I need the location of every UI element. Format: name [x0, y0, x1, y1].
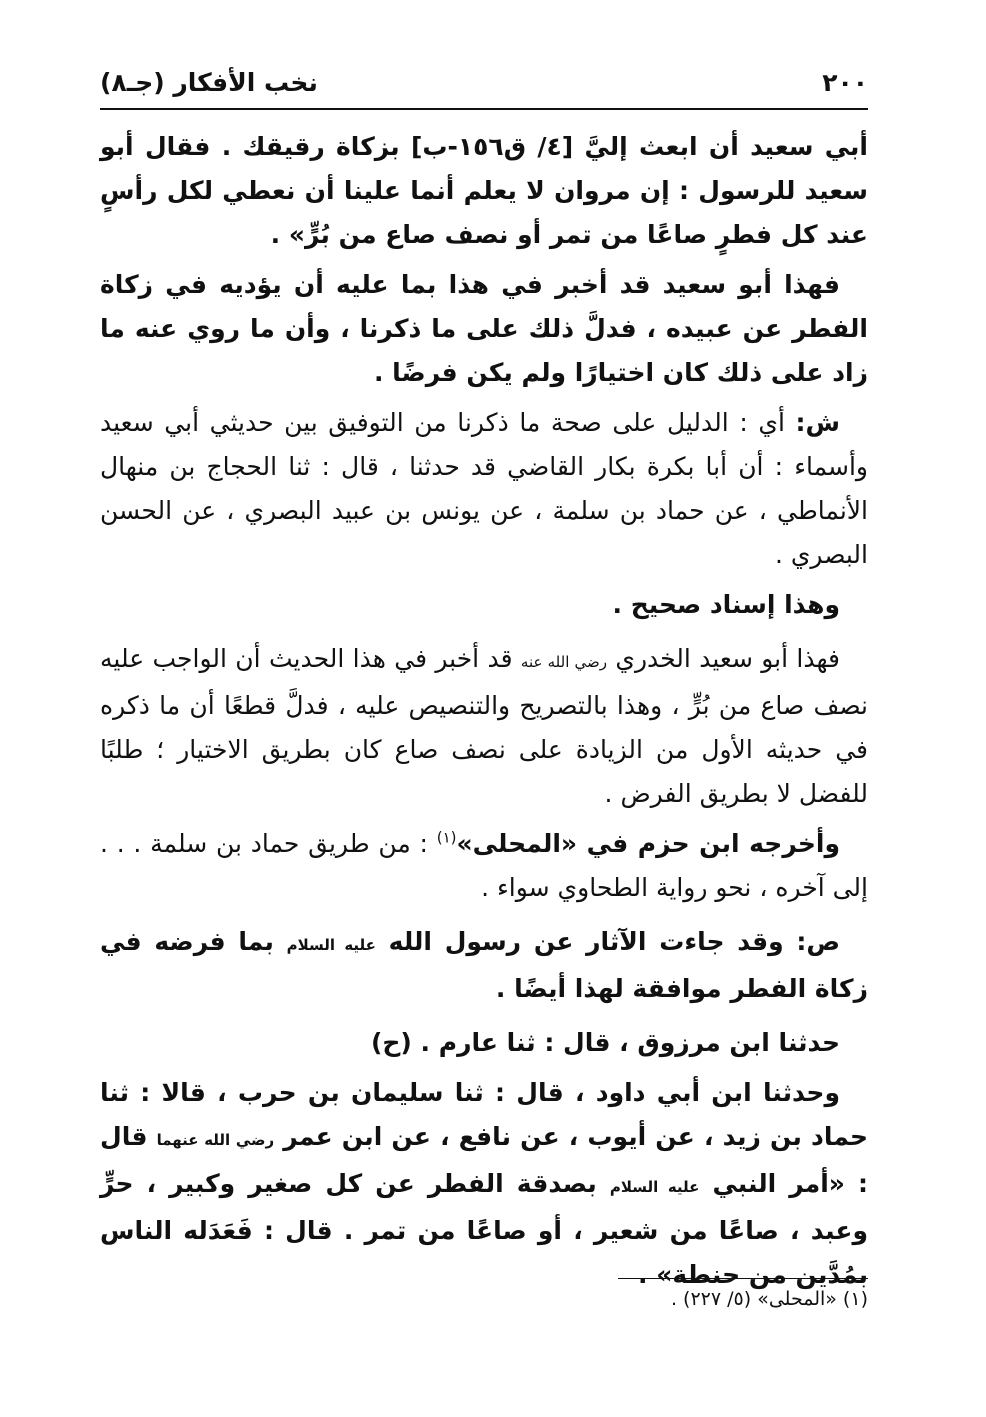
honorific-glyph: رضي الله عنه — [520, 653, 608, 671]
footnote-text: (١) «المحلى» (٥/ ٢٢٧) . — [670, 1288, 868, 1310]
paragraph-5-text-b: قد أخبر في هذا الحديث أن الواجب عليه نصف صاع من بُرٍّ ، وهذا بالتصريح والتنصيص عليه ، فدلَّ قطعًا أن ما ذكره في حديثه الأول من الزيادة على نصف صاع كان بطريق الاختيار ؛ طلبًا للفضل لا بطريق الفرض . — [100, 644, 868, 808]
paragraph-9 — [100, 1071, 868, 1297]
footnote-ref: (١) — [436, 828, 457, 847]
paragraph-7 — [100, 920, 868, 1011]
matn-marker: ص: — [796, 927, 840, 956]
paragraph-5 — [100, 637, 868, 816]
paragraph-6-bold: وأخرجه ابن حزم في «المحلى» — [456, 829, 840, 858]
paragraph-2 — [100, 263, 868, 395]
paragraph-5-text-a: فهذا أبو سعيد الخدري — [607, 644, 840, 673]
honorific-glyph: رضي الله عنهما — [156, 1131, 275, 1149]
book-title: نخب الأفكار (جـ٨) — [100, 68, 318, 97]
paragraph-6 — [100, 822, 868, 910]
footnote — [108, 1284, 868, 1314]
paragraph-9-text-a: وحدثنا ابن أبي داود ، قال : ثنا سليمان بن حرب ، قالا : ثنا حماد بن زيد ، عن أيوب ، عن نافع ، عن ابن عمر — [100, 1078, 868, 1151]
paragraph-4-text: وهذا إسناد صحيح . — [612, 590, 840, 619]
paragraph-9-text-c: بصدقة الفطر عن كل صغير وكبير ، حرٍّ وعبد ، صاعًا من شعير ، أو صاعًا من تمر . قال : فَعَدَله الناس بمُدَّين من حنطة» . — [100, 1169, 868, 1289]
paragraph-3-text: أي : الدليل على صحة ما ذكرنا من التوفيق بين حديثي أبي سعيد وأسماء : أن أبا بكرة بكار القاضي قد حدثنا ، قال : ثنا الحجاج بن منهال الأنماطي ، عن حماد بن سلمة ، عن يونس بن عبيد البصري ، عن الحسن البصري . — [100, 408, 868, 569]
page-header — [100, 68, 868, 108]
paragraph-8-text: حدثنا ابن مرزوق ، قال : ثنا عارم . (ح) — [370, 1028, 840, 1057]
paragraph-4 — [100, 583, 868, 627]
paragraph-9-text-b: قال : «أمر النبي — [100, 1122, 869, 1198]
sharh-marker: ش: — [795, 408, 840, 437]
paragraph-7-text-b: بما فرضه في زكاة الفطر موافقة لهذا أيضًا . — [100, 927, 868, 1003]
paragraph-3 — [100, 401, 868, 577]
paragraph-6-text: : من طريق حماد بن سلمة . . . إلى آخره ، نحو رواية الطحاوي سواء . — [100, 829, 868, 902]
honorific-glyph: عليه السلام — [609, 1178, 700, 1196]
paragraph-2-text: فهذا أبو سعيد قد أخبر في هذا بما عليه أن يؤديه في زكاة الفطر عن عبيده ، فدلَّ ذلك على ما ذكرنا ، وأن ما روي عنه ما زاد على ذلك كان اختيارًا ولم يكن فرضًا . — [100, 270, 868, 387]
footnote-divider — [618, 1278, 868, 1279]
main-text — [100, 125, 868, 1303]
page-number: ٢٠٠ — [822, 68, 868, 97]
paragraph-1 — [100, 125, 868, 257]
paragraph-1-text: أبي سعيد أن ابعث إليَّ [٤/ ق١٥٦-ب] بزكاة رقيقك . فقال أبو سعيد للرسول : إن مروان لا يعلم أنما علينا أن نعطي لكل رأسٍ عند كل فطرٍ صاعًا من تمر أو نصف صاع من بُرٍّ» . — [100, 132, 869, 249]
paragraph-8 — [100, 1021, 868, 1065]
honorific-glyph: عليه السلام — [286, 936, 376, 954]
paragraph-7-text-a: وقد جاءت الآثار عن رسول الله — [375, 927, 797, 956]
header-divider — [100, 108, 868, 110]
